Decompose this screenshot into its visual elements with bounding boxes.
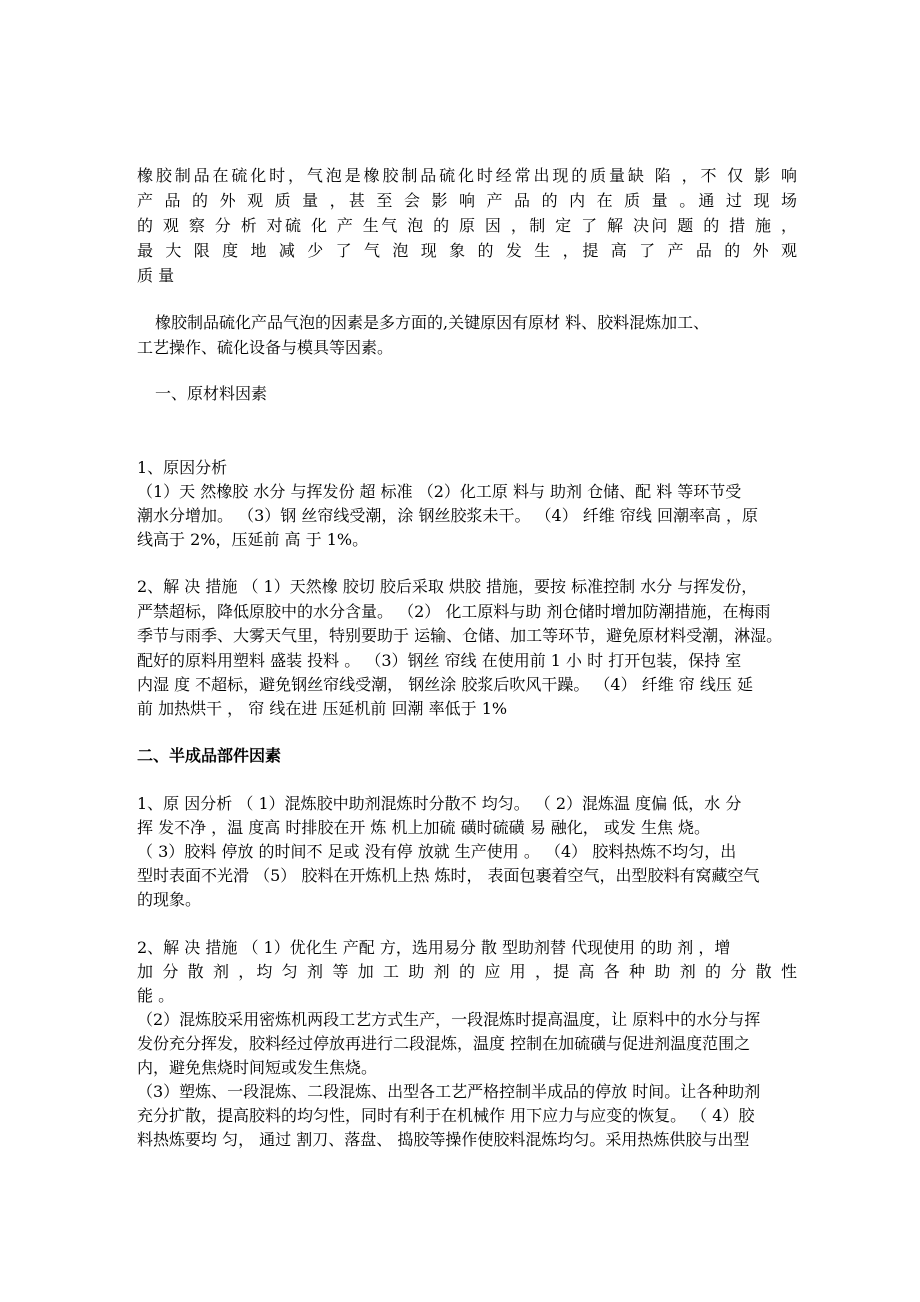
overview-line-2: 工艺操作、硫化设备与模具等因素。 xyxy=(137,338,394,357)
s2-measures-line-3: 能 。 xyxy=(137,986,175,1005)
s1-analysis-line-3: 线高于 2%，压延前 高 于 1%。 xyxy=(137,530,369,549)
s1-measures-line-6: 前 加热烘干 ， 帘 线在进 压延机前 回潮 率低于 1% xyxy=(137,699,508,718)
intro-line-1: 橡胶制品在硫化时，气泡是橡胶制品硫化时经常出现的质量缺 陷 ，不 仅 影 响 xyxy=(137,166,797,185)
s2-measures-line-7: （3）塑炼、一段混炼、二段混炼、出型各工艺严格控制半成品的停放 时间。让各种助剂 xyxy=(137,1082,761,1101)
s2-measures-line-8: 充分扩散，提高胶料的均匀性，同时有利于在机械作 用下应力与应变的恢复。 （ 4）胶 xyxy=(137,1106,755,1125)
s2-analysis-line-1: 1、原 因分析 （ 1）混炼胶中助剂混炼时分散不 均匀。 （ 2）混炼温 度偏 低，水 分 xyxy=(137,794,742,813)
s2-measures-line-9: 料热炼要均 匀， 通过 割刀、落盘、 捣胶等操作使胶料混炼均匀。采用热炼供胶与出型 xyxy=(137,1130,750,1149)
intro-line-4: 最 大 限 度 地 减 少 了 气 泡 现 象 的 发 生 ，提 高 了 产 品 的 外 观 xyxy=(137,241,797,260)
s2-measures-line-5: 发份充分挥发，胶料经过停放再进行二段混炼，温度 控制在加硫磺与促进剂温度范围之 xyxy=(137,1034,751,1053)
s2-analysis-line-5: 的现象。 xyxy=(137,890,202,909)
s2-measures-line-4: （2）混炼胶采用密炼机两段工艺方式生产，一段混炼时提高温度，让 原料中的水分与挥 xyxy=(137,1010,761,1029)
overview-line-1: 橡胶制品硫化产品气泡的因素是多方面的,关键原因有原材 料、胶料混炼加工、 xyxy=(155,313,710,332)
intro-line-3: 的 观 察 分 析 对硫 化 产 生气 泡 的 原 因 ，制 定 了 解 决问 题 的 措 施 ， xyxy=(137,216,797,235)
s2-analysis-line-3: （ 3）胶料 停放 的时间不 足或 没有停 放就 生产使用 。 （4） 胶料热炼不均匀，出 xyxy=(137,842,737,861)
s1-measures-line-4: 配好的原料用塑料 盛装 投料 。 （3）钢丝 帘线 在使用前 1 小 时 打开包装，保持 室 xyxy=(137,651,742,670)
s1-measures-line-3: 季节与雨季、大雾天气里，特别要助于 运输、仓储、加工等环节，避免原材料受潮，淋湿。 xyxy=(137,626,783,645)
s2-analysis-line-2: 挥 发不净 ，温 度高 时排胶在开 炼 机上加硫 磺时硫磺 易 融化， 或发 生焦 烧。 xyxy=(137,818,711,837)
s1-measures-line-5: 内湿 度 不超标，避免钢丝帘线受潮， 钢丝涂 胶浆后吹风干躁。 （4） 纤维 帘 线压 延 xyxy=(137,675,753,694)
s1-analysis-line-2: 潮水分增加。 （3）钢 丝帘线受潮，涂 钢丝胶浆未干。 （4） 纤维 帘线 回潮率高 ，原 xyxy=(137,506,759,525)
intro-line-2: 产 品 的 外 观 质 量 ，甚 至 会 影 响 产 品 的 内 在 质 量 。通 过 现 场 xyxy=(137,191,797,210)
s2-analysis-line-4: 型时表面不光滑 （5） 胶料在开炼机上热 炼时， 表面包裹着空气，出型胶料有窝藏空气 xyxy=(137,866,760,885)
section-heading-semi-finished: 二、半成品部件因素 xyxy=(137,746,282,765)
s1-analysis-line-1: （1）天 然橡胶 水分 与挥发份 超 标准 （2）化工原 料与 助剂 仓储、配 料 等环节受 xyxy=(137,482,742,501)
s1-analysis-title: 1、原因分析 xyxy=(137,458,228,477)
s1-measures-line-2: 严禁超标，降低原胶中的水分含量。 （2） 化工原料与助 剂仓储时增加防潮措施，在梅雨 xyxy=(137,602,771,621)
s2-measures-line-1: 2、解 决 措施 （ 1）优化生 产配 方，选用易分 散 型助剂替 代现使用 的助 剂 ，增 xyxy=(137,938,731,957)
section-heading-raw-materials: 一、原材料因素 xyxy=(155,384,268,403)
s1-measures-line-1: 2、解 决 措施 （ 1）天然橡 胶切 胶后采取 烘胶 措施，要按 标准控制 水分 与挥发份， xyxy=(137,577,758,596)
intro-line-5: 质 量 xyxy=(137,266,175,285)
s2-measures-line-2: 加 分 散 剂 ，均 匀 剂 等 加 工 助 剂 的 应 用 ，提 高 各 种 助 剂 的 分 散 性 xyxy=(137,962,797,981)
s2-measures-line-6: 内，避免焦烧时间短或发生焦烧。 xyxy=(137,1058,378,1077)
